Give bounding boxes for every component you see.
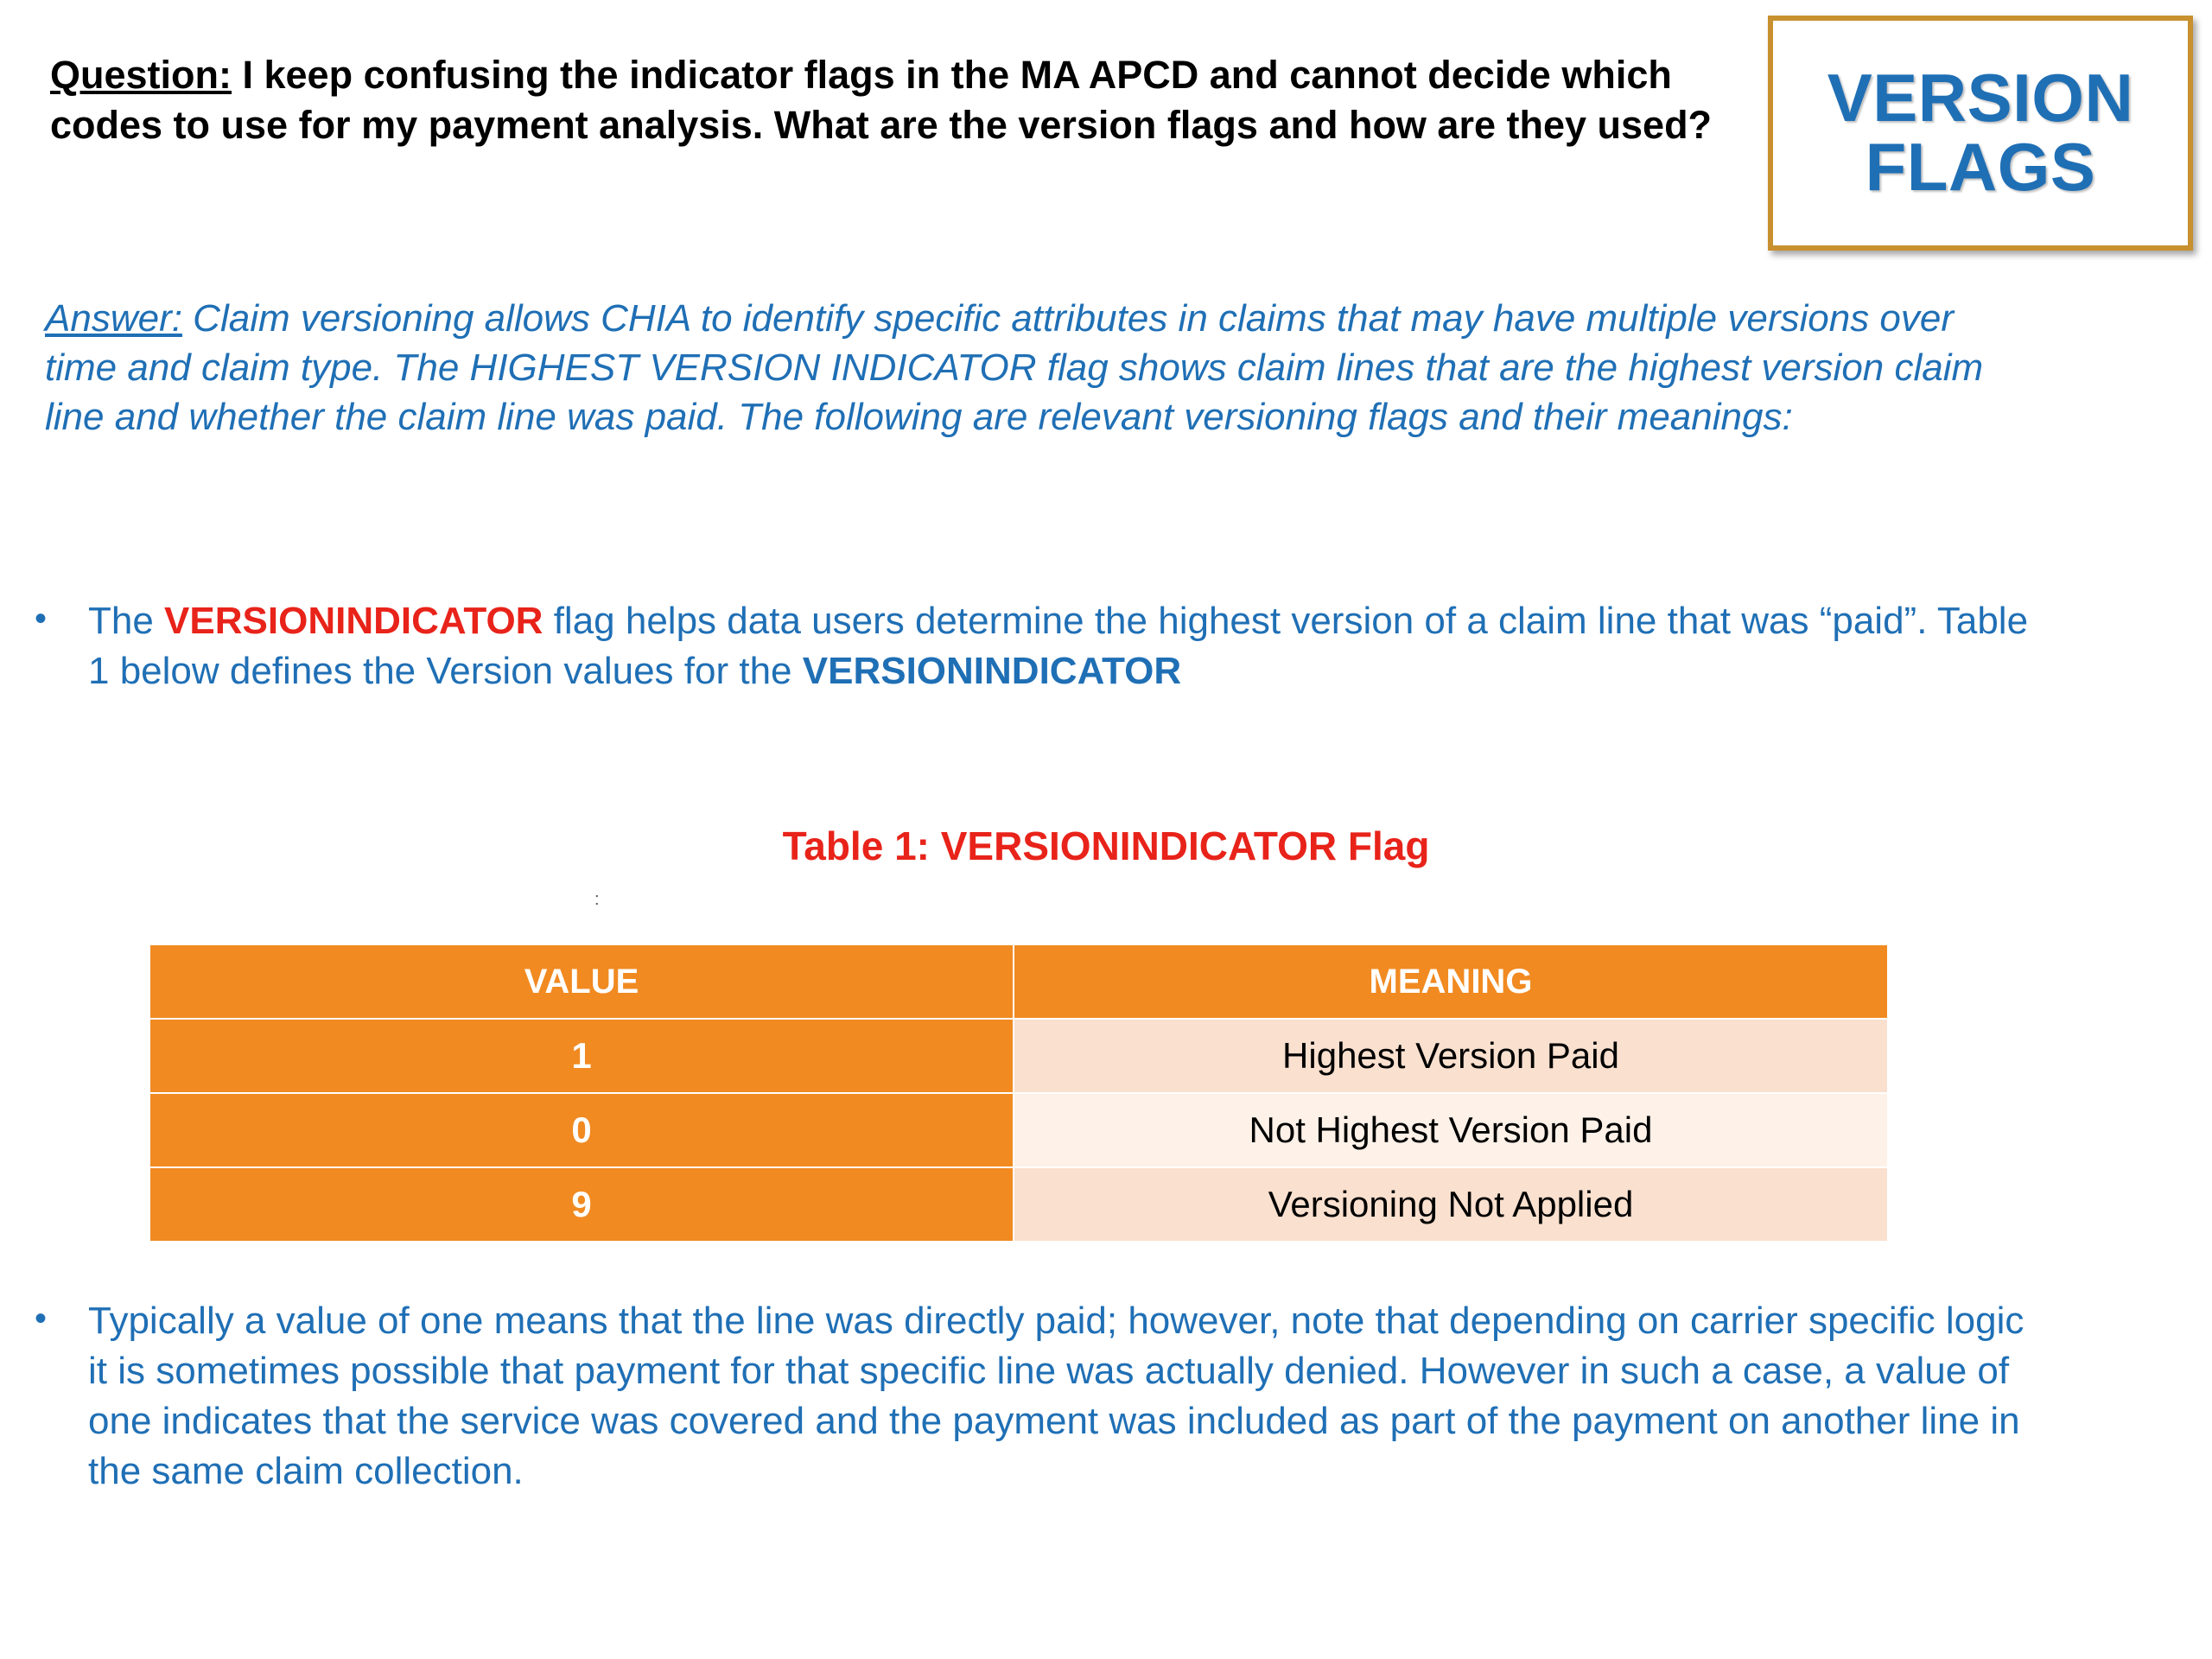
table-row [149,1093,1888,1167]
question-block [50,50,1787,149]
bullet-item-1 [35,596,2048,696]
table-caption: Table 1: VERSIONINDICATOR Flag [782,823,1430,868]
column-header-meaning: MEANING [1014,944,1888,1019]
bullet-1-part-1: The [88,600,165,642]
cell-value: 1 [149,1019,1014,1093]
question-label: Question: [50,53,232,97]
answer-block [45,294,2032,442]
version-flags-badge [1768,16,2193,251]
table-row [149,1019,1888,1093]
table-header-row [149,944,1888,1019]
cell-value: 9 [149,1167,1014,1242]
badge-text [1827,60,2134,205]
bullet-1-emphasis-1: VERSIONINDICATOR [164,600,543,642]
column-header-value: VALUE [149,944,1014,1019]
bullet-item-2 [35,1296,2048,1497]
badge-line-2: FLAGS [1865,129,2096,205]
answer-label: Answer: [45,297,182,340]
bullet-marker: • [35,1300,48,1338]
bullet-text-1 [88,596,2048,696]
stray-mark: : [594,890,600,909]
bullet-1-part-2: flag helps data users determine the highest version of a claim line that was “paid”. Table 1 below defines the Version values for the [88,600,2029,693]
cell-meaning: Highest Version Paid [1014,1019,1888,1093]
table-row [149,1167,1888,1242]
badge-line-1: VERSION [1827,60,2134,137]
answer-text: Claim versioning allows CHIA to identify specific attributes in claims that may have multiple versions over time and claim type. The HIGHEST VERSION INDICATOR flag shows claim lines that are the highest version claim line and whether the claim line was paid. The following are relevant versioning flags and their meanings: [45,297,1984,439]
bullet-text-2: Typically a value of one means that the line was directly paid; however, note that depending on carrier specific logic it is sometimes possible that payment for that specific line was actually denied. However in such a case, a value of one indicates that the service was covered and the payment was included as part of the payment on another line in the same claim collection. [88,1300,2024,1493]
cell-meaning: Versioning Not Applied [1014,1167,1888,1242]
question-text: I keep confusing the indicator flags in the MA APCD and cannot decide which codes to use for my payment analysis. What are the version flags and how are they used? [50,53,1713,147]
version-indicator-table [149,944,1889,1243]
bullet-marker: • [35,600,48,638]
bullet-1-emphasis-2: VERSIONINDICATOR [802,650,1182,693]
cell-value: 0 [149,1093,1014,1167]
cell-meaning: Not Highest Version Paid [1014,1093,1888,1167]
